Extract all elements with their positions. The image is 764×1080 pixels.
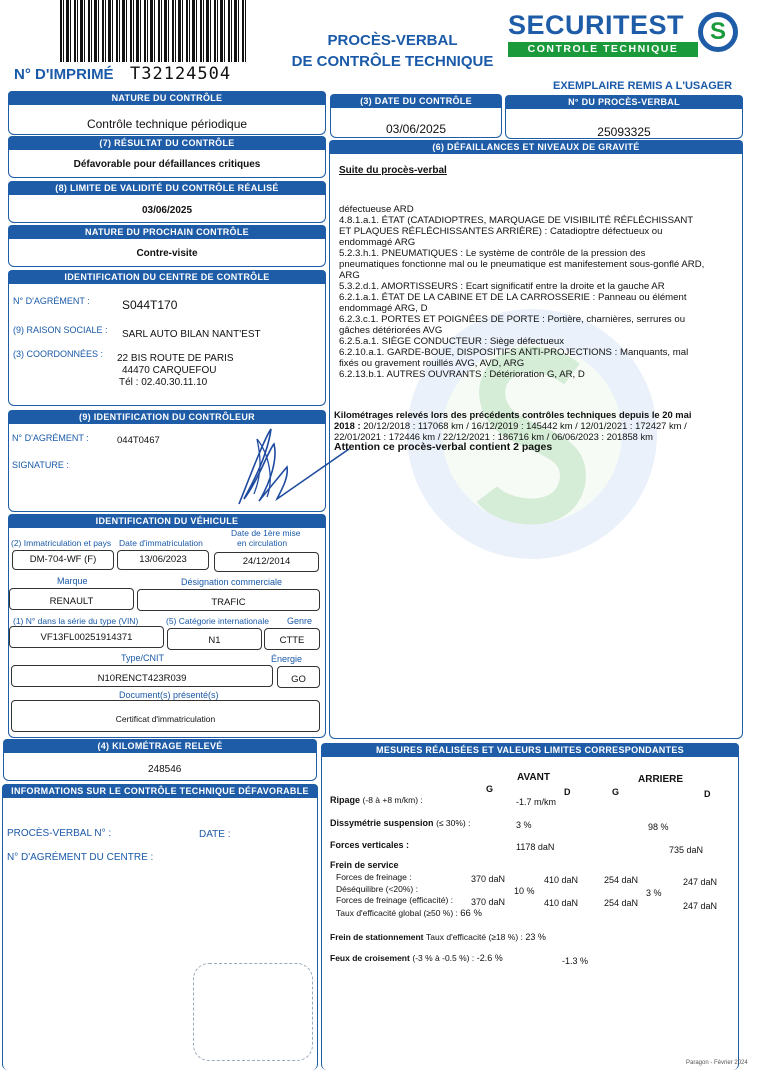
date-immat-label: Date d'immatriculation (119, 538, 203, 548)
type-label: Type/CNIT (121, 653, 165, 663)
vehicule-box (8, 528, 326, 738)
limite-box (8, 195, 326, 223)
freinage-avd: 410 daN (544, 875, 579, 885)
marque-label: Marque (57, 576, 88, 586)
defaillance-line: ET PLAQUES RÉFLÉCHISSANTES ARRIÈRE) : Catadioptre défectueux ou (339, 226, 663, 237)
footer-ref: Paragon - Février 2024 (686, 1060, 748, 1066)
avant-label: AVANT (517, 772, 550, 783)
frein-service-label: Frein de service (330, 860, 399, 870)
defaillance-line: ARG (339, 270, 360, 281)
brand-name: SECURITEST (508, 10, 685, 40)
raison-label: (9) RAISON SOCIALE : (13, 325, 108, 335)
km-history-line-3: 22/01/2021 : 172446 km / 22/12/2021 : 186716 km / 06/06/2023 : 201858 km (334, 431, 653, 442)
stationnement-line: Frein de stationnement Taux d'efficacité (≥18 %) : 23 % (330, 932, 546, 942)
arriere-d: D (704, 789, 711, 799)
resultat-box (8, 150, 326, 178)
brand-subtitle: CONTROLE TECHNIQUE (508, 42, 698, 57)
title-line-1: PROCÈS-VERBAL (327, 32, 458, 49)
forces-arriere: 735 daN (669, 845, 704, 855)
nature-value: Contrôle technique périodique (86, 117, 248, 131)
eff-label: Forces de freinage (efficacité) : (336, 895, 454, 905)
defaillance-line: fixés ou gravement rouillés AVG, AVD, ARG (339, 358, 525, 369)
pv-value: 25093325 (597, 125, 651, 139)
centre-box (8, 284, 326, 406)
freinage-arg: 254 daN (604, 875, 639, 885)
km-history-line-2: 2018 : 20/12/2018 : 117068 km / 16/12/2019 : 145442 km / 12/01/2021 : 172427 km / (334, 420, 687, 431)
docs-box: Certificat d'immatriculation (11, 700, 320, 732)
limite-head: (8) LIMITE DE VALIDITÉ DU CONTRÔLE RÉALISÉ (8, 181, 326, 195)
vehicule-head: IDENTIFICATION DU VÉHICULE (8, 514, 326, 528)
defaillance-line: 6.2.3.c.1. PORTES ET POIGNÉES DE PORTE : Portière, charnières, serrures ou (339, 314, 686, 325)
barcode (60, 0, 246, 62)
defaillance-line: 6.2.13.b.1. AUTRES OUVRANTS : Détérioration G, AR, D (339, 369, 585, 380)
date-box (330, 108, 502, 138)
dissy-label: Dissymétrie suspension (≤ 30%) : (330, 818, 471, 828)
defaillance-line: endommagé ARG, D (339, 303, 428, 314)
coord-label: (3) COORDONNÉES : (13, 349, 104, 359)
defaillance-line: 5.2.3.h.1. PNEUMATIQUES : Le système de contrôle de la pression des (339, 248, 646, 259)
document-title (285, 30, 500, 72)
feux-line: Feux de croisement (-3 % à -0.5 %) : -2.6 % (330, 953, 503, 963)
title-line-2: DE CONTRÔLE TECHNIQUE (291, 53, 494, 70)
dissy-arriere: 98 % (648, 822, 669, 832)
vin-box: VF13FL00251914371 (9, 626, 164, 648)
genre-label: Genre (287, 616, 313, 626)
mise-label-2: en circulation (237, 538, 288, 548)
securitest-logo (508, 10, 746, 58)
nature-box (8, 105, 326, 135)
nature-head: NATURE DU CONTRÔLE (8, 91, 326, 105)
infos-date-label: DATE : (199, 829, 231, 840)
eff-avg: 370 daN (471, 897, 506, 907)
deseq-label: Déséquilibre (<20%) : (336, 884, 418, 894)
blank-stamp-area (193, 963, 313, 1061)
feux-droit: -1.3 % (562, 956, 589, 966)
type-box: N10RENCT423R039 (11, 665, 273, 687)
defaillance-line: pneumatiques fonctionne mal ou le pneumatique est manifestement sous-gonflé ARD, (339, 259, 705, 270)
defaillance-line: 4.8.1.a.1. ÉTAT (CATADIOPTRES, MARQUAGE DE VISIBILITÉ RÉFLÉCHISSANT (339, 215, 694, 226)
docs-label: Document(s) présenté(s) (119, 690, 219, 700)
mise-box: 24/12/2014 (214, 552, 319, 572)
addr-line-1: 22 BIS ROUTE DE PARIS (117, 353, 234, 364)
controleur-head: (9) IDENTIFICATION DU CONTRÔLEUR (8, 410, 326, 424)
prochain-box (8, 239, 326, 267)
raison-value: SARL AUTO BILAN NANT'EST (122, 329, 261, 340)
imprime-number: T32124504 (130, 64, 232, 84)
attention-note: Attention ce procès-verbal contient 2 pages (334, 441, 553, 453)
designation-box: TRAFIC (137, 589, 320, 611)
freinage-ard: 247 daN (683, 877, 718, 887)
arriere-g: G (612, 787, 620, 797)
immat-label: (2) Immatriculation et pays (11, 538, 112, 548)
pv-box (505, 109, 743, 139)
defaillance-line: endommagé ARG (339, 237, 416, 248)
centre-head: IDENTIFICATION DU CENTRE DE CONTRÔLE (8, 270, 326, 284)
controleur-box (8, 424, 326, 512)
eff-arg: 254 daN (604, 898, 639, 908)
km-history (334, 409, 742, 453)
marque-box: RENAULT (9, 588, 134, 610)
resultat-value: Défavorable pour défaillances critiques (73, 159, 261, 170)
eff-avd: 410 daN (544, 898, 579, 908)
defaillance-line: 5.3.2.d.1. AMORTISSEURS : Ecart significatif entre la droite et la gauche AR (339, 281, 665, 292)
km-box (3, 753, 317, 781)
deseq-avant: 10 % (514, 886, 535, 896)
defaillances-list (339, 204, 739, 380)
date-head: (3) DATE DU CONTRÔLE (330, 94, 502, 108)
suite-label: Suite du procès-verbal (339, 165, 447, 176)
energie-box: GO (277, 666, 320, 688)
km-head: (4) KILOMÉTRAGE RELEVÉ (3, 739, 317, 753)
prochain-head: NATURE DU PROCHAIN CONTRÔLE (8, 225, 326, 239)
ripage-label: Ripage (-8 à +8 m/km) : (330, 795, 423, 805)
freinage-label: Forces de freinage : (336, 872, 412, 882)
eff-ard: 247 daN (683, 901, 718, 911)
infos-agrement-label: N° D'AGRÉMENT DU CENTRE : (7, 852, 154, 863)
freinage-avg: 370 daN (471, 874, 506, 884)
mesures-box (321, 757, 739, 1070)
defaillances-head: (6) DÉFAILLANCES ET NIVEAUX DE GRAVITÉ (329, 140, 743, 154)
taux-line: Taux d'efficacité global (≥50 %) : 66 % (336, 908, 482, 919)
forces-label: Forces verticales : (330, 840, 410, 850)
infos-pv-label: PROCÈS-VERBAL N° : (7, 828, 112, 839)
immat-box: DM-704-WF (F) (12, 550, 114, 570)
date-value: 03/06/2025 (385, 122, 447, 136)
ripage-value: -1.7 m/km (516, 797, 557, 807)
defaillance-line: 6.2.10.a.1. GARDE-BOUE, DISPOSITIFS ANTI-PROJECTIONS : Manquants, mal (339, 347, 689, 358)
dissy-avant: 3 % (516, 820, 532, 830)
exemplaire-usager: EXEMPLAIRE REMIS A L'USAGER (553, 80, 733, 92)
genre-box: CTTE (264, 628, 320, 650)
telephone: Tél : 02.40.30.11.10 (119, 377, 208, 388)
deseq-arriere: 3 % (646, 888, 662, 898)
designation-label: Désignation commerciale (181, 577, 283, 587)
defaillances-box (329, 154, 743, 739)
categorie-box: N1 (167, 628, 262, 650)
mise-label-1: Date de 1ère mise (231, 528, 301, 538)
forces-avant: 1178 daN (516, 842, 555, 852)
km-value: 248546 (148, 764, 182, 775)
signature-label: SIGNATURE : (12, 460, 69, 470)
centre-agrement-label: N° D'AGRÉMENT : (13, 296, 90, 306)
avant-d: D (564, 787, 571, 797)
date-immat-box: 13/06/2023 (117, 550, 209, 570)
defaillance-line: 6.2.5.a.1. SIÈGE CONDUCTEUR : Siège défectueux (339, 336, 565, 347)
limite-value: 03/06/2025 (141, 205, 193, 216)
arriere-label: ARRIERE (638, 774, 684, 785)
energie-label: Énergie (271, 654, 303, 664)
infos-box (2, 798, 318, 1070)
defaillance-line: 6.2.1.a.1. ÉTAT DE LA CABINE ET DE LA CARROSSERIE : Panneau ou élément (339, 292, 687, 303)
resultat-head: (7) RÉSULTAT DU CONTRÔLE (8, 136, 326, 150)
controleur-agrement-label: N° D'AGRÉMENT : (12, 433, 89, 443)
controleur-agrement: 044T0467 (117, 435, 160, 446)
defaillance-line: gâches détériorées AVG (339, 325, 443, 336)
avant-g: G (486, 784, 494, 794)
defaillance-line: défectueuse ARD (339, 204, 414, 215)
categorie-label: (5) Catégorie internationale (166, 616, 270, 626)
brand-circle-icon: S (698, 12, 738, 52)
centre-agrement: S044T170 (122, 298, 178, 312)
mesures-head: MESURES RÉALISÉES ET VALEURS LIMITES CORRESPONDANTES (321, 743, 739, 757)
imprime-label: N° D'IMPRIMÉ (14, 66, 114, 83)
pv-head: N° DU PROCÈS-VERBAL (505, 95, 743, 109)
km-history-title: Kilométrages relevés lors des précédents contrôles techniques depuis le 20 mai (334, 409, 692, 420)
infos-head: INFORMATIONS SUR LE CONTRÔLE TECHNIQUE DÉFAVORABLE (2, 784, 318, 798)
vin-label: (1) N° dans la série du type (VIN) (13, 616, 139, 626)
addr-line-2: 44470 CARQUEFOU (122, 365, 217, 376)
prochain-value: Contre-visite (136, 248, 198, 259)
